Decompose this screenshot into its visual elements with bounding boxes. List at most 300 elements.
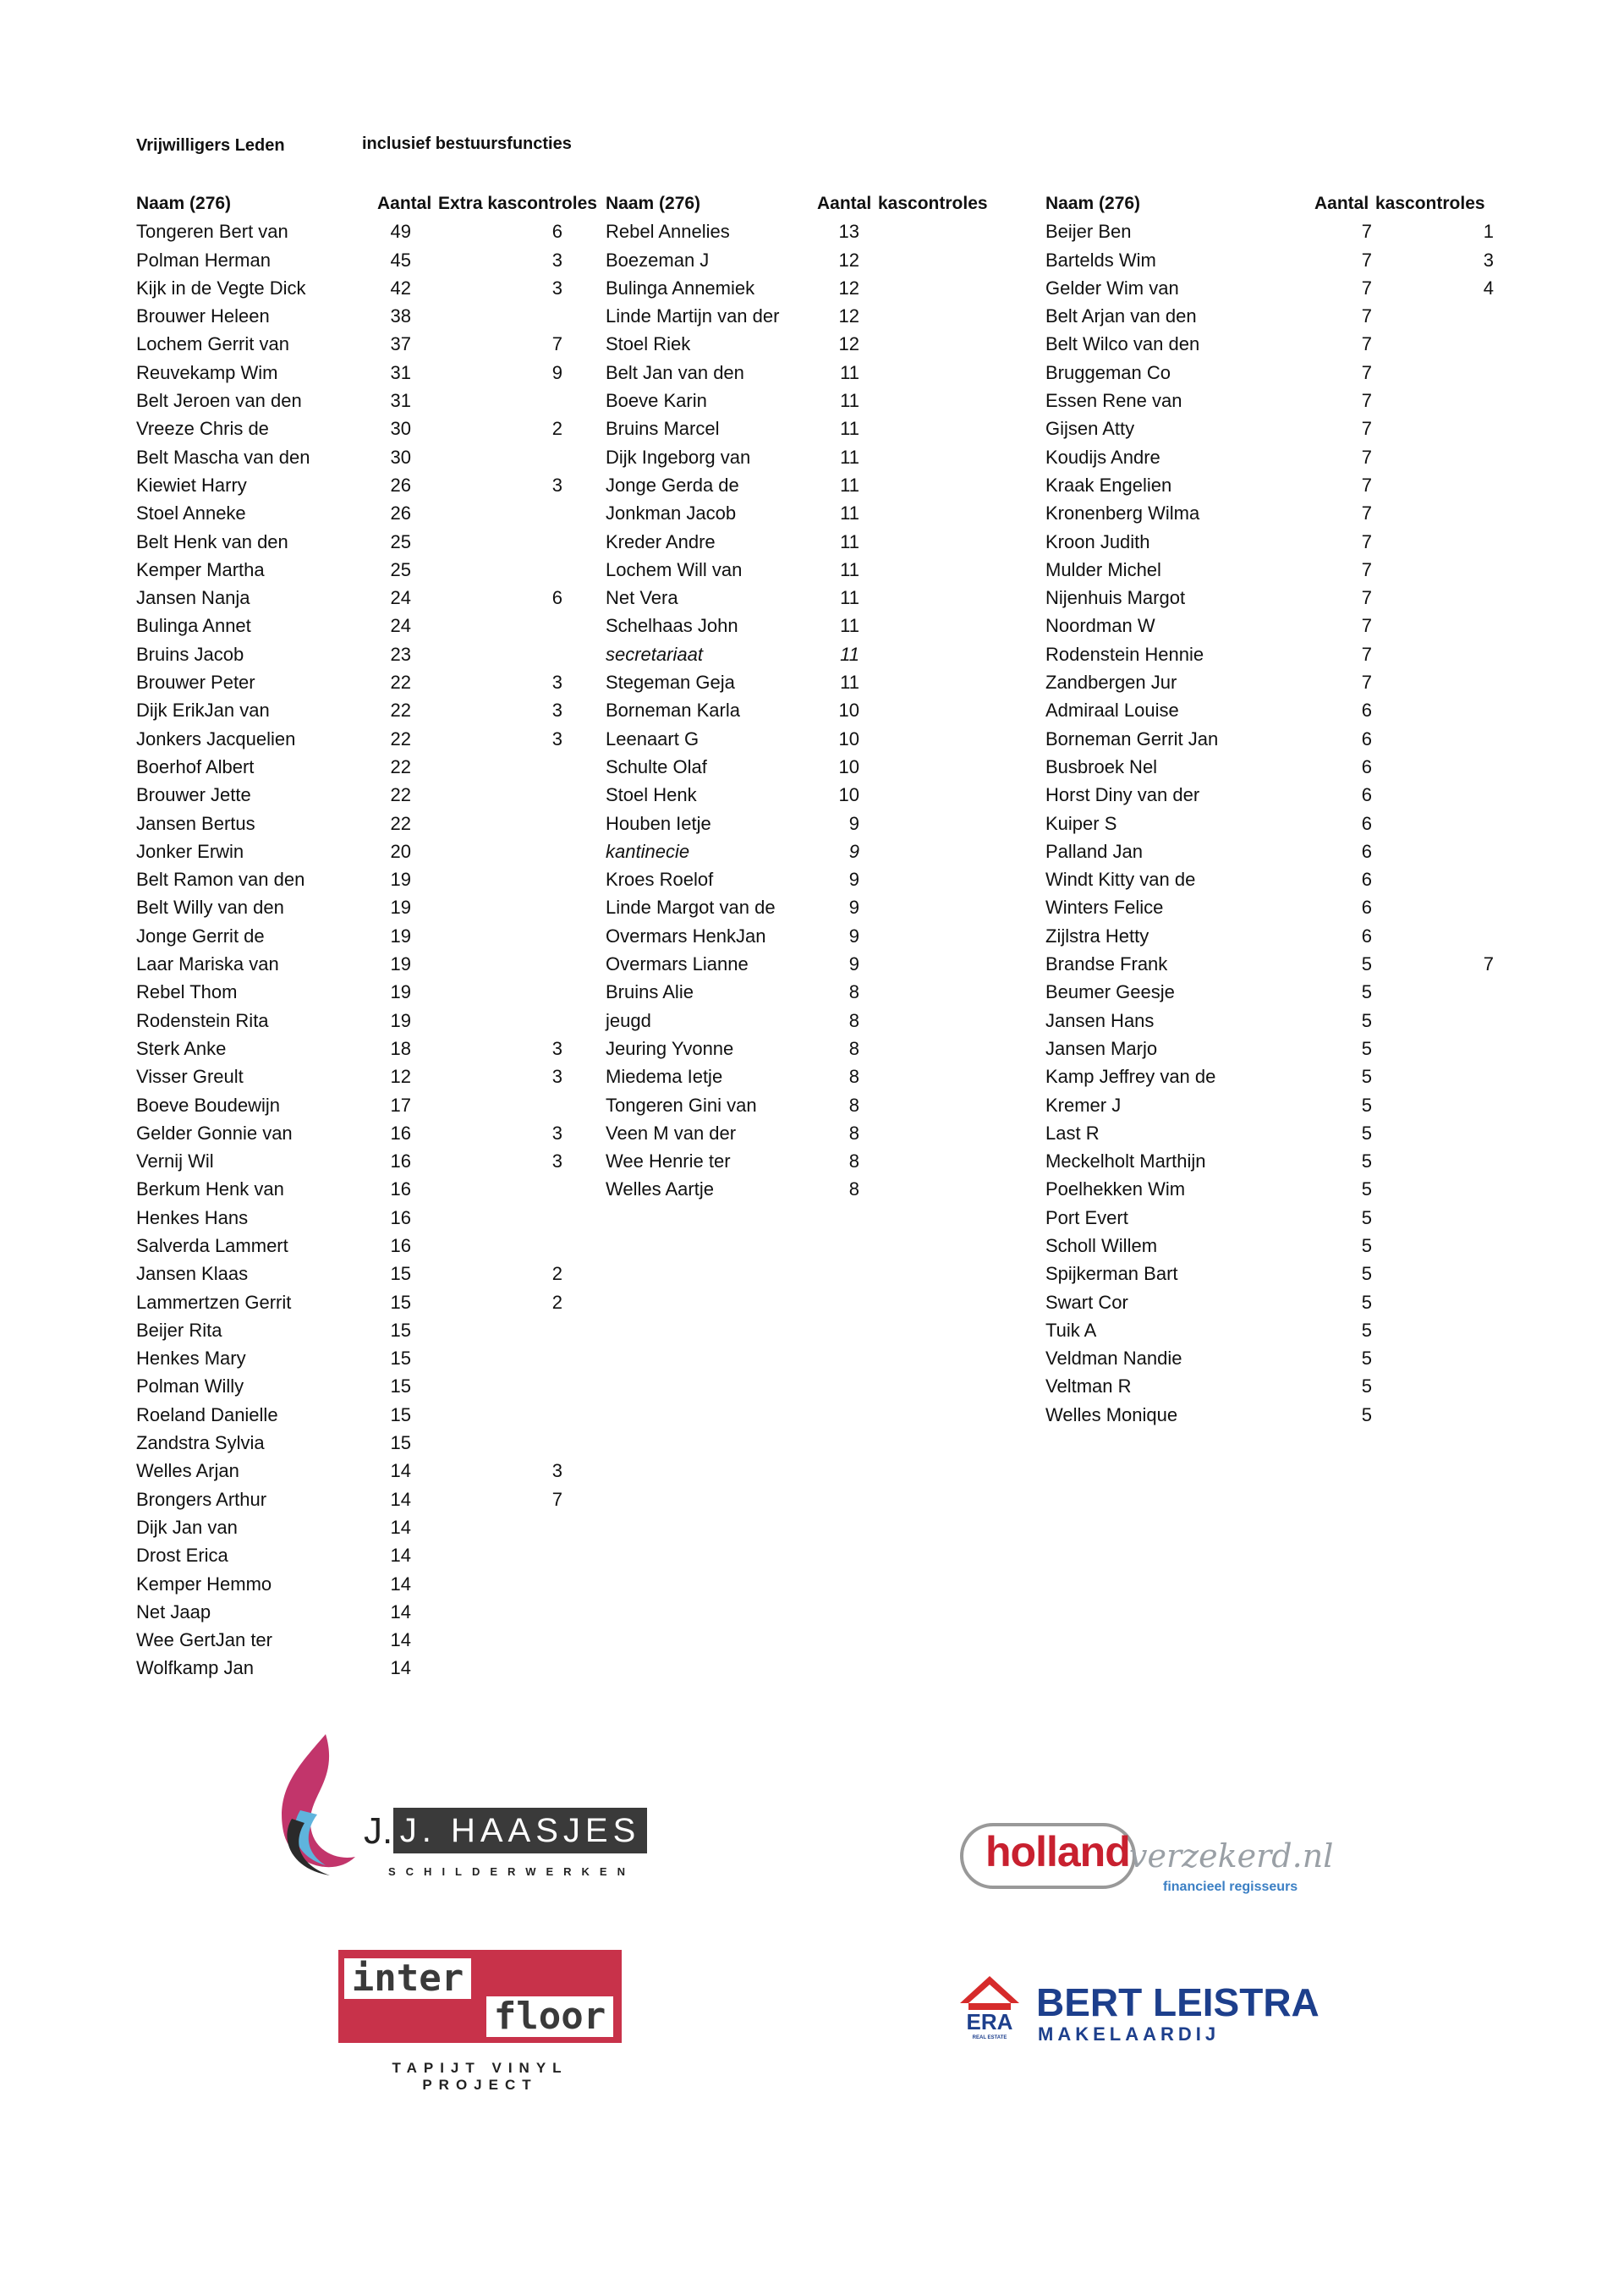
volunteer-column-2 (606, 189, 1003, 1204)
volunteer-count: 14 (390, 1545, 411, 1567)
volunteer-name: Belt Ramon van den (136, 869, 305, 891)
volunteer-row (1045, 1175, 1519, 1203)
volunteer-row (606, 950, 1003, 978)
volunteer-row (1045, 865, 1519, 893)
volunteer-row (136, 978, 610, 1006)
volunteer-name: Henkes Mary (136, 1348, 246, 1370)
volunteer-name: Borneman Karla (606, 700, 740, 722)
volunteer-row (1045, 443, 1519, 471)
volunteer-count: 6 (1361, 727, 1372, 749)
volunteer-count: 7 (1361, 249, 1372, 271)
holland-domain: verzekerd.nl (1129, 1837, 1334, 1875)
volunteer-row (136, 1598, 610, 1626)
volunteer-row (136, 1091, 610, 1119)
volunteer-name: Welles Aartje (606, 1178, 714, 1200)
volunteer-count: 6 (1361, 784, 1372, 806)
volunteer-count: 7 (1361, 333, 1372, 355)
column-header (136, 189, 610, 217)
volunteer-name: Belt Willy van den (136, 897, 284, 919)
volunteer-name: Meckelholt Marthijn (1045, 1150, 1206, 1172)
volunteer-count: 8 (848, 1122, 859, 1144)
volunteer-column-3 (1045, 189, 1519, 1429)
volunteer-extra-checks: 1 (1483, 221, 1494, 243)
volunteer-extra-checks: 3 (551, 1037, 562, 1059)
volunteer-count: 12 (838, 333, 859, 355)
volunteer-row (136, 1062, 610, 1090)
volunteer-count: 13 (838, 221, 859, 243)
volunteer-count: 5 (1361, 1291, 1372, 1313)
header-count: Aantal (1314, 194, 1369, 213)
volunteer-name: Overmars Lianne (606, 953, 749, 975)
volunteer-name: Lochem Gerrit van (136, 333, 289, 355)
header-extra: kascontroles (1375, 194, 1485, 213)
volunteer-row (1045, 1344, 1519, 1372)
volunteer-name: Zandbergen Jur (1045, 672, 1177, 694)
volunteer-row (136, 246, 610, 274)
volunteer-count: 9 (848, 925, 859, 947)
volunteer-count: 12 (838, 277, 859, 299)
volunteer-name: Rodenstein Rita (136, 1009, 269, 1031)
volunteer-row (1045, 359, 1519, 387)
volunteer-row (1045, 725, 1519, 753)
volunteer-row (136, 1175, 610, 1203)
volunteer-row (606, 1007, 1003, 1035)
volunteer-name: Boeve Boudewijn (136, 1094, 281, 1116)
volunteer-row (1045, 1401, 1519, 1429)
volunteer-row (136, 837, 610, 865)
volunteer-name: Roeland Danielle (136, 1403, 278, 1425)
column-header (606, 189, 1003, 217)
volunteer-name: Visser Greult (136, 1066, 244, 1088)
header-extra: Extra kascontroles (438, 194, 597, 213)
volunteer-count: 25 (390, 558, 411, 580)
volunteer-row (606, 781, 1003, 809)
volunteer-row (1045, 415, 1519, 442)
volunteer-row (136, 1429, 610, 1457)
volunteer-count: 8 (848, 1178, 859, 1200)
volunteer-name: Belt Wilco van den (1045, 333, 1200, 355)
volunteer-count: 7 (1361, 502, 1372, 524)
volunteer-row (136, 1204, 610, 1232)
volunteer-count: 5 (1361, 1263, 1372, 1285)
era-mark: ERA (966, 2009, 1013, 2034)
volunteer-count: 10 (838, 700, 859, 722)
volunteer-name: Bruins Marcel (606, 418, 720, 440)
volunteer-count: 8 (848, 981, 859, 1003)
volunteer-name: Kronenberg Wilma (1045, 502, 1200, 524)
volunteer-row (136, 781, 610, 809)
volunteer-extra-checks: 3 (551, 474, 562, 496)
volunteer-row (136, 1401, 610, 1429)
volunteer-name: Palland Jan (1045, 840, 1143, 862)
volunteer-row (606, 443, 1003, 471)
volunteer-count: 31 (390, 390, 411, 412)
header-count: Aantal (817, 194, 872, 213)
volunteer-extra-checks: 3 (551, 672, 562, 694)
volunteer-row (606, 696, 1003, 724)
volunteer-row (606, 837, 1003, 865)
volunteer-name: Henkes Hans (136, 1206, 249, 1228)
volunteer-name: Dijk ErikJan van (136, 700, 270, 722)
volunteer-count: 5 (1361, 1178, 1372, 1200)
volunteer-name: Belt Mascha van den (136, 446, 310, 468)
volunteer-row (606, 387, 1003, 415)
volunteer-name: Mulder Michel (1045, 558, 1161, 580)
volunteer-name: Bruins Alie (606, 981, 694, 1003)
volunteer-count: 7 (1361, 305, 1372, 327)
volunteer-count: 5 (1361, 1037, 1372, 1059)
volunteer-count: 11 (840, 587, 859, 609)
volunteer-name: Kraak Engelien (1045, 474, 1172, 496)
sponsor-logo-haasjes: J. J. HAASJES SCHILDERWERKEN (266, 1730, 656, 1882)
volunteer-count: 11 (840, 530, 859, 552)
volunteer-row (136, 387, 610, 415)
volunteer-row (1045, 810, 1519, 837)
volunteer-name: Laar Mariska van (136, 953, 279, 975)
volunteer-name: Beijer Rita (136, 1319, 222, 1341)
volunteer-count: 7 (1361, 615, 1372, 637)
volunteer-row (606, 1062, 1003, 1090)
volunteer-row (136, 415, 610, 442)
volunteer-count: 24 (390, 615, 411, 637)
volunteer-name: Bruggeman Co (1045, 361, 1171, 383)
volunteer-row (1045, 330, 1519, 358)
volunteer-count: 8 (848, 1009, 859, 1031)
volunteer-count: 22 (390, 727, 411, 749)
volunteer-name: Swart Cor (1045, 1291, 1128, 1313)
volunteer-name: Port Evert (1045, 1206, 1128, 1228)
volunteer-row (1045, 1147, 1519, 1175)
volunteer-row (606, 359, 1003, 387)
volunteer-name: Stegeman Geja (606, 672, 735, 694)
volunteer-name: Bruins Jacob (136, 643, 244, 665)
volunteer-name: Linde Margot van de (606, 897, 776, 919)
volunteer-name: Tongeren Gini van (606, 1094, 757, 1116)
volunteer-count: 15 (390, 1263, 411, 1285)
volunteer-extra-checks: 3 (551, 1460, 562, 1482)
header-extra: kascontroles (878, 194, 988, 213)
volunteer-row (136, 302, 610, 330)
volunteer-count: 5 (1361, 1009, 1372, 1031)
volunteer-row (606, 471, 1003, 499)
volunteer-count: 7 (1361, 530, 1372, 552)
volunteer-name: Miedema Ietje (606, 1066, 723, 1088)
volunteer-name: Beumer Geesje (1045, 981, 1175, 1003)
volunteer-row (606, 1091, 1003, 1119)
volunteer-row (136, 640, 610, 668)
volunteer-count: 6 (1361, 755, 1372, 777)
volunteer-count: 14 (390, 1488, 411, 1510)
volunteer-count: 11 (840, 558, 859, 580)
volunteer-name: Jonge Gerrit de (136, 925, 265, 947)
volunteer-row (606, 1119, 1003, 1147)
volunteer-row (136, 753, 610, 781)
volunteer-name: Reuvekamp Wim (136, 361, 278, 383)
volunteer-name: Brongers Arthur (136, 1488, 267, 1510)
volunteer-row (606, 217, 1003, 245)
volunteer-count: 5 (1361, 1150, 1372, 1172)
volunteer-name: Dijk Ingeborg van (606, 446, 751, 468)
volunteer-count: 24 (390, 587, 411, 609)
volunteer-row (1045, 528, 1519, 556)
volunteer-row (136, 950, 610, 978)
volunteer-extra-checks: 3 (551, 277, 562, 299)
volunteer-row (1045, 302, 1519, 330)
volunteer-count: 7 (1361, 221, 1372, 243)
volunteer-name: Salverda Lammert (136, 1234, 288, 1256)
volunteer-row (1045, 1260, 1519, 1288)
volunteer-extra-checks: 2 (551, 1263, 562, 1285)
volunteer-count: 14 (390, 1600, 411, 1622)
volunteer-name: Kroon Judith (1045, 530, 1150, 552)
volunteer-count: 7 (1361, 277, 1372, 299)
header-count: Aantal (377, 194, 432, 213)
volunteer-row (606, 1175, 1003, 1203)
volunteer-name: Kemper Martha (136, 558, 265, 580)
volunteer-name: Scholl Willem (1045, 1234, 1158, 1256)
volunteer-name: Veltman R (1045, 1375, 1132, 1397)
volunteer-count: 10 (838, 727, 859, 749)
volunteer-row (136, 471, 610, 499)
volunteer-count: 18 (390, 1037, 411, 1059)
volunteer-row (136, 217, 610, 245)
volunteer-name: Linde Martijn van der (606, 305, 780, 327)
volunteer-row (606, 612, 1003, 640)
volunteer-row (1045, 950, 1519, 978)
volunteer-name: Tuik A (1045, 1319, 1097, 1341)
volunteer-name: Berkum Henk van (136, 1178, 284, 1200)
volunteer-count: 25 (390, 530, 411, 552)
volunteer-count: 19 (390, 925, 411, 947)
volunteer-count: 23 (390, 643, 411, 665)
volunteer-name: Kiewiet Harry (136, 474, 247, 496)
volunteer-count: 7 (1361, 390, 1372, 412)
page-title: Vrijwilligers Leden (136, 136, 285, 155)
volunteer-row (1045, 640, 1519, 668)
volunteer-count: 7 (1361, 643, 1372, 665)
volunteer-count: 9 (848, 812, 859, 834)
volunteer-name: Windt Kitty van de (1045, 869, 1196, 891)
volunteer-name: Lochem Will van (606, 558, 743, 580)
volunteer-extra-checks: 7 (551, 1488, 562, 1510)
volunteer-row (136, 1316, 610, 1344)
volunteer-extra-checks: 4 (1483, 277, 1494, 299)
volunteer-row (1045, 696, 1519, 724)
volunteer-count: 11 (840, 502, 859, 524)
volunteer-name: Rodenstein Hennie (1045, 643, 1204, 665)
volunteer-row (1045, 1288, 1519, 1316)
era-name: BERT LEISTRA (1036, 1980, 1320, 2024)
volunteer-row (606, 302, 1003, 330)
volunteer-row (136, 1344, 610, 1372)
volunteer-count: 11 (840, 361, 859, 383)
volunteer-name: Noordman W (1045, 615, 1155, 637)
volunteer-name: kantinecie (606, 840, 690, 862)
volunteer-row (136, 1007, 610, 1035)
volunteer-name: Zijlstra Hetty (1045, 925, 1149, 947)
volunteer-name: Belt Henk van den (136, 530, 288, 552)
sponsor-logo-interfloor (334, 1950, 630, 2093)
volunteer-row (136, 359, 610, 387)
volunteer-count: 5 (1361, 1375, 1372, 1397)
volunteer-count: 7 (1361, 474, 1372, 496)
volunteer-row (136, 1541, 610, 1569)
volunteer-name: Leenaart G (606, 727, 700, 749)
volunteer-name: Essen Rene van (1045, 390, 1182, 412)
volunteer-count: 22 (390, 784, 411, 806)
volunteer-name: Overmars HenkJan (606, 925, 766, 947)
volunteer-name: Brandse Frank (1045, 953, 1168, 975)
volunteer-count: 7 (1361, 418, 1372, 440)
volunteer-name: Sterk Anke (136, 1037, 227, 1059)
volunteer-row (1045, 1091, 1519, 1119)
volunteer-row (136, 528, 610, 556)
volunteer-row (136, 696, 610, 724)
volunteer-row (136, 1654, 610, 1682)
volunteer-row (136, 1513, 610, 1541)
volunteer-row (1045, 837, 1519, 865)
volunteer-name: Stoel Riek (606, 333, 691, 355)
era-tagline: MAKELAARDIJ (1038, 2023, 1221, 2045)
volunteer-count: 14 (390, 1516, 411, 1538)
volunteer-row (606, 556, 1003, 584)
volunteer-row (1045, 471, 1519, 499)
volunteer-row (606, 922, 1003, 950)
volunteer-count: 5 (1361, 1319, 1372, 1341)
volunteer-name: Borneman Gerrit Jan (1045, 727, 1219, 749)
volunteer-count: 10 (838, 784, 859, 806)
volunteer-count: 12 (838, 249, 859, 271)
volunteer-row (1045, 753, 1519, 781)
volunteer-name: Houben Ietje (606, 812, 711, 834)
volunteer-extra-checks: 6 (551, 587, 562, 609)
volunteer-count: 19 (390, 953, 411, 975)
volunteer-name: Bulinga Annemiek (606, 277, 755, 299)
volunteer-row (136, 1457, 610, 1485)
volunteer-row (1045, 584, 1519, 612)
volunteer-name: Wee GertJan ter (136, 1629, 272, 1651)
volunteer-count: 45 (390, 249, 411, 271)
volunteer-name: Bulinga Annet (136, 615, 251, 637)
volunteer-name: Jonkers Jacquelien (136, 727, 296, 749)
volunteer-name: Veldman Nandie (1045, 1348, 1182, 1370)
volunteer-count: 7 (1361, 446, 1372, 468)
volunteer-name: Kremer J (1045, 1094, 1122, 1116)
volunteer-name: Spijkerman Bart (1045, 1263, 1178, 1285)
volunteer-name: Boerhof Albert (136, 755, 255, 777)
column-header (1045, 189, 1519, 217)
volunteer-row (136, 274, 610, 302)
volunteer-count: 16 (390, 1206, 411, 1228)
volunteer-row (1045, 1035, 1519, 1062)
volunteer-row (606, 668, 1003, 696)
volunteer-row (1045, 1232, 1519, 1260)
volunteer-row (606, 584, 1003, 612)
header-name: Naam (276) (1045, 194, 1141, 213)
volunteer-count: 14 (390, 1629, 411, 1651)
volunteer-extra-checks: 7 (1483, 953, 1494, 975)
volunteer-count: 31 (390, 361, 411, 383)
volunteer-row (136, 1485, 610, 1513)
volunteer-row (136, 922, 610, 950)
volunteer-row (606, 865, 1003, 893)
volunteer-row (606, 725, 1003, 753)
volunteer-extra-checks: 3 (1483, 249, 1494, 271)
volunteer-count: 12 (390, 1066, 411, 1088)
volunteer-count: 14 (390, 1657, 411, 1679)
volunteer-name: Stoel Henk (606, 784, 697, 806)
volunteer-extra-checks: 3 (551, 1122, 562, 1144)
volunteer-count: 22 (390, 700, 411, 722)
volunteer-name: Koudijs Andre (1045, 446, 1160, 468)
volunteer-name: Kemper Hemmo (136, 1573, 272, 1595)
volunteer-count: 14 (390, 1573, 411, 1595)
volunteer-count: 19 (390, 981, 411, 1003)
volunteer-count: 30 (390, 418, 411, 440)
volunteer-row (136, 668, 610, 696)
volunteer-count: 19 (390, 897, 411, 919)
volunteer-count: 5 (1361, 981, 1372, 1003)
volunteer-count: 9 (848, 869, 859, 891)
volunteer-name: Poelhekken Wim (1045, 1178, 1186, 1200)
volunteer-name: Gelder Gonnie van (136, 1122, 293, 1144)
volunteer-count: 15 (390, 1319, 411, 1341)
volunteer-count: 16 (390, 1150, 411, 1172)
volunteer-count: 7 (1361, 361, 1372, 383)
volunteer-row (606, 330, 1003, 358)
volunteer-row (606, 753, 1003, 781)
volunteer-count: 11 (840, 474, 859, 496)
volunteer-name: Welles Monique (1045, 1403, 1178, 1425)
volunteer-row (606, 528, 1003, 556)
volunteer-name: Admiraal Louise (1045, 700, 1179, 722)
volunteer-count: 22 (390, 755, 411, 777)
volunteer-name: Jansen Marjo (1045, 1037, 1158, 1059)
volunteer-row (606, 1147, 1003, 1175)
volunteer-row (136, 584, 610, 612)
volunteer-extra-checks: 3 (551, 727, 562, 749)
volunteer-name: Jansen Klaas (136, 1263, 249, 1285)
volunteer-row (606, 810, 1003, 837)
volunteer-row (1045, 556, 1519, 584)
volunteer-count: 22 (390, 672, 411, 694)
volunteer-count: 6 (1361, 840, 1372, 862)
volunteer-name: Horst Diny van der (1045, 784, 1200, 806)
volunteer-name: Wee Henrie ter (606, 1150, 731, 1172)
volunteer-extra-checks: 2 (551, 418, 562, 440)
volunteer-name: Brouwer Heleen (136, 305, 270, 327)
volunteer-name: Gelder Wim van (1045, 277, 1179, 299)
volunteer-count: 7 (1361, 672, 1372, 694)
volunteer-row (1045, 499, 1519, 527)
volunteer-name: Veen M van der (606, 1122, 737, 1144)
volunteer-count: 38 (390, 305, 411, 327)
volunteer-count: 15 (390, 1291, 411, 1313)
volunteer-count: 8 (848, 1037, 859, 1059)
header-name: Naam (276) (136, 194, 232, 213)
volunteer-extra-checks: 3 (551, 249, 562, 271)
volunteer-row (606, 1035, 1003, 1062)
volunteer-name: Schelhaas John (606, 615, 738, 637)
volunteer-name: Boezeman J (606, 249, 710, 271)
volunteer-row (136, 1372, 610, 1400)
volunteer-name: Winters Felice (1045, 897, 1164, 919)
volunteer-count: 6 (1361, 812, 1372, 834)
volunteer-name: Boeve Karin (606, 390, 707, 412)
volunteer-name: Vreeze Chris de (136, 418, 269, 440)
volunteer-name: Schulte Olaf (606, 755, 707, 777)
volunteer-count: 15 (390, 1348, 411, 1370)
